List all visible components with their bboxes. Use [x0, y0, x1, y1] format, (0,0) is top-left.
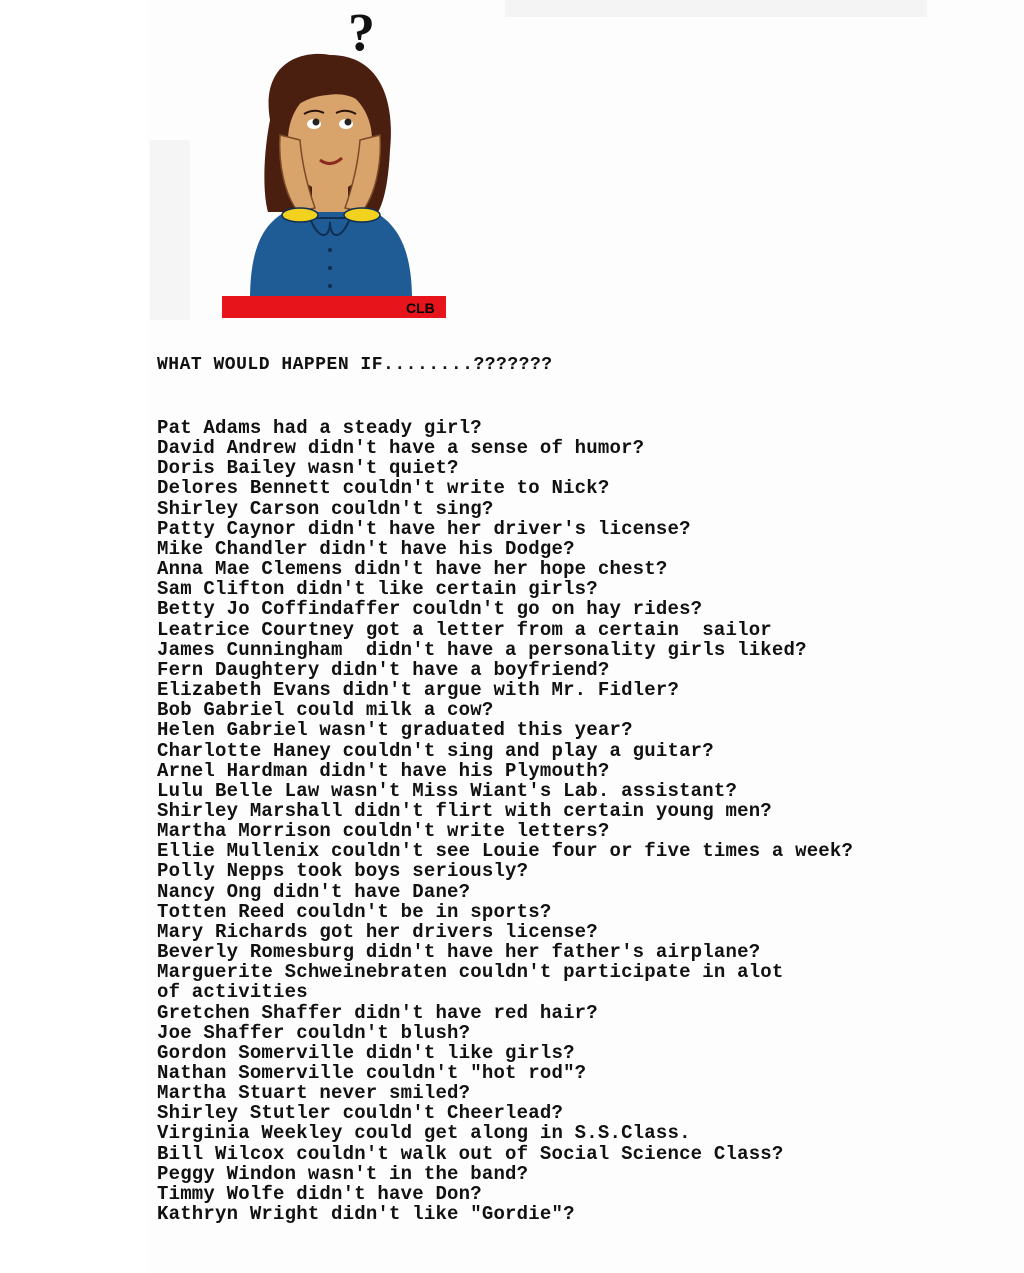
left-pupil: [313, 119, 320, 126]
question-line: Mike Chandler didn't have his Dodge?: [157, 537, 575, 560]
question-line: Nathan Somerville couldn't "hot rod"?: [157, 1062, 587, 1084]
thinking-girl-illustration: [150, 0, 460, 330]
question-line: Peggy Windon wasn't in the band?: [157, 1162, 529, 1185]
question-line: Ellie Mullenix couldn't see Louie four or five times a week?: [157, 840, 854, 863]
question-line: Lulu Belle Law wasn't Miss Wiant's Lab. assistant?: [157, 779, 738, 802]
scan-shadow: [150, 140, 190, 320]
question-line: Beverly Romesburg didn't have her father's airplane?: [157, 941, 761, 964]
question-line: Leatrice Courtney got a letter from a certain sailor: [157, 618, 772, 641]
question-line: Timmy Wolfe didn't have Don?: [157, 1182, 482, 1205]
page-title: WHAT WOULD HAPPEN IF........???????: [157, 355, 553, 375]
right-pupil: [345, 119, 352, 126]
question-line: Anna Mae Clemens didn't have her hope chest?: [157, 558, 668, 581]
question-line: Betty Jo Coffindaffer couldn't go on hay rides?: [157, 598, 703, 621]
question-line: Helen Gabriel wasn't graduated this year?: [157, 719, 633, 742]
question-line: Patty Caynor didn't have her driver's license?: [157, 517, 691, 540]
question-line: David Andrew didn't have a sense of humor?: [157, 437, 645, 460]
question-line: Virginia Weekley could get along in S.S.Class.: [157, 1122, 691, 1145]
right-cuff: [344, 208, 380, 222]
question-line: Mary Richards got her drivers license?: [157, 920, 598, 943]
question-line: of activities: [157, 981, 308, 1004]
question-line: Bill Wilcox couldn't walk out of Social Science Class?: [157, 1142, 784, 1165]
page-margin: [0, 0, 148, 1273]
question-line: Gretchen Shaffer didn't have red hair?: [157, 1001, 598, 1024]
question-line: Shirley Stutler couldn't Cheerlead?: [157, 1102, 564, 1125]
question-mark-icon: ?: [348, 2, 375, 62]
question-line: Sam Clifton didn't like certain girls?: [157, 578, 598, 601]
question-line: Doris Bailey wasn't quiet?: [157, 457, 459, 480]
question-line: Polly Nepps took boys seriously?: [157, 860, 529, 883]
question-line: Totten Reed couldn't be in sports?: [157, 900, 552, 923]
question-line: Shirley Marshall didn't flirt with certain young men?: [157, 799, 772, 822]
question-line: Pat Adams had a steady girl?: [157, 417, 482, 439]
question-line: Joe Shaffer couldn't blush?: [157, 1021, 471, 1044]
question-line: Gordon Somerville didn't like girls?: [157, 1041, 575, 1064]
button-dot: [328, 284, 332, 288]
question-line: Marguerite Schweinebraten couldn't participate in alot: [157, 961, 784, 984]
button-dot: [328, 266, 332, 270]
question-line: Shirley Carson couldn't sing?: [157, 497, 494, 520]
signature-text: CLB: [406, 300, 435, 316]
question-line: Nancy Ong didn't have Dane?: [157, 880, 471, 903]
left-cuff: [282, 208, 318, 222]
question-line: Fern Daughtery didn't have a boyfriend?: [157, 658, 610, 681]
question-line: Delores Bennett couldn't write to Nick?: [157, 477, 610, 500]
question-line: Martha Stuart never smiled?: [157, 1082, 471, 1105]
question-line: Kathryn Wright didn't like "Gordie"?: [157, 1203, 575, 1226]
question-line: Arnel Hardman didn't have his Plymouth?: [157, 759, 610, 782]
question-line: Martha Morrison couldn't write letters?: [157, 820, 610, 843]
button-dot: [328, 248, 332, 252]
question-line: James Cunningham didn't have a personality girls liked?: [157, 638, 807, 661]
question-line: Bob Gabriel could milk a cow?: [157, 699, 494, 722]
question-list: [157, 418, 853, 1224]
question-line: Elizabeth Evans didn't argue with Mr. Fidler?: [157, 679, 680, 702]
tape-strip: [505, 0, 927, 17]
question-line: Charlotte Haney couldn't sing and play a guitar?: [157, 739, 714, 762]
